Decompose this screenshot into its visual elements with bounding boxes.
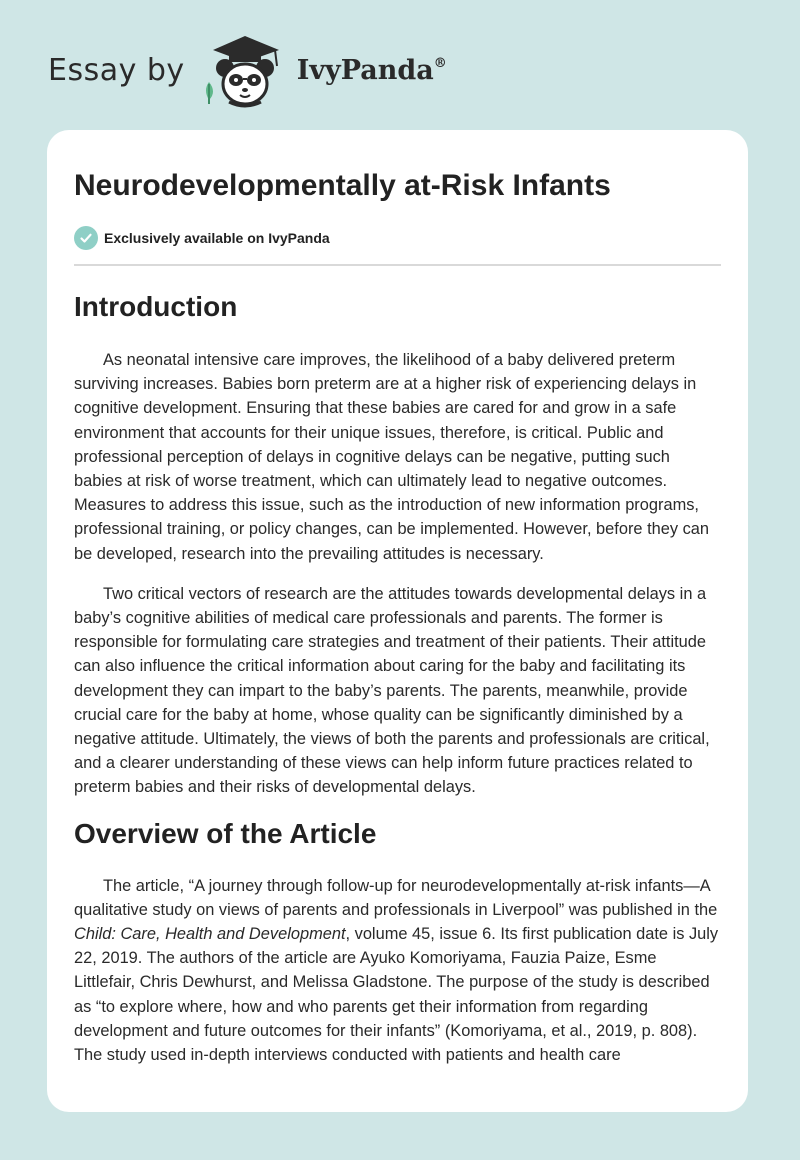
panda-graduate-icon xyxy=(199,28,291,113)
essay-by-label: Essay by xyxy=(48,52,185,88)
ivypanda-logo[interactable] xyxy=(199,28,447,113)
title-divider xyxy=(74,264,721,266)
check-icon xyxy=(74,226,98,250)
journal-title: Child: Care, Health and Development xyxy=(74,925,346,944)
intro-paragraph-2: Two critical vectors of research are the attitudes towards developmental delays in a baby’s cognitive abilities of medical care professionals and parents. The former is responsible for formulating care strategies and treatment of their patients. Their attitude can also influence the critical information about caring for the baby and facilitating its development they can impart to the baby’s parents. The parents, meanwhile, provide crucial care for the baby at home, whose quality can be significantly diminished by a negative attitude. Ultimately, the views of both the parents and professionals are critical, and a clearer understanding of these views can help inform future practices related to preterm babies and their risks of developmental delays. xyxy=(74,584,710,797)
overview-paragraph: The article, “A journey through follow-up for neurodevelopmentally at-risk infants—A qualitative study on views of parents and professionals in Liverpool” was published in the Child: Care, Health and Development, volume 45, issue 6. Its first publication date is July 22, 2019. The authors of the article are Ayuko Komoriyama, Fauzia Paize, Esme Littlefair, Chris Dewhurst, and Melissa Gladstone. The purpose of the study is described as “to explore where, how and who parents get their information from regarding development and future outcomes for their infants” (Komoriyama, et al., 2019, p. 808). The study used in-depth interviews conducted with patients and health care xyxy=(74,876,719,1065)
section-heading-overview: Overview of the Article xyxy=(74,817,377,849)
site-header xyxy=(48,30,447,110)
page-title: Neurodevelopmentally at-Risk Infants xyxy=(74,169,611,202)
essay-card xyxy=(47,130,748,1112)
section-heading-introduction: Introduction xyxy=(74,291,238,322)
brand-name: IvyPanda® xyxy=(296,54,447,86)
exclusive-badge xyxy=(74,226,721,250)
intro-paragraph-1: As neonatal intensive care improves, the likelihood of a baby delivered preterm surviving increases. Babies born preterm are at a higher risk of experiencing delays in cognitive development. Ensuring that these babies are cared for and grow in a safe environment that accounts for their unique issues, therefore, is critical. Public and professional perception of delays in cognitive delays can be negative, putting such babies at risk of worse treatment, which can ultimately lead to negative outcomes. Measures to address this issue, such as the introduction of new information programs, professional training, or policy changes, can be implemented. However, before they can be developed, research into the prevailing attitudes is necessary. xyxy=(74,351,710,563)
exclusive-badge-label: Exclusively available on IvyPanda xyxy=(104,230,330,246)
